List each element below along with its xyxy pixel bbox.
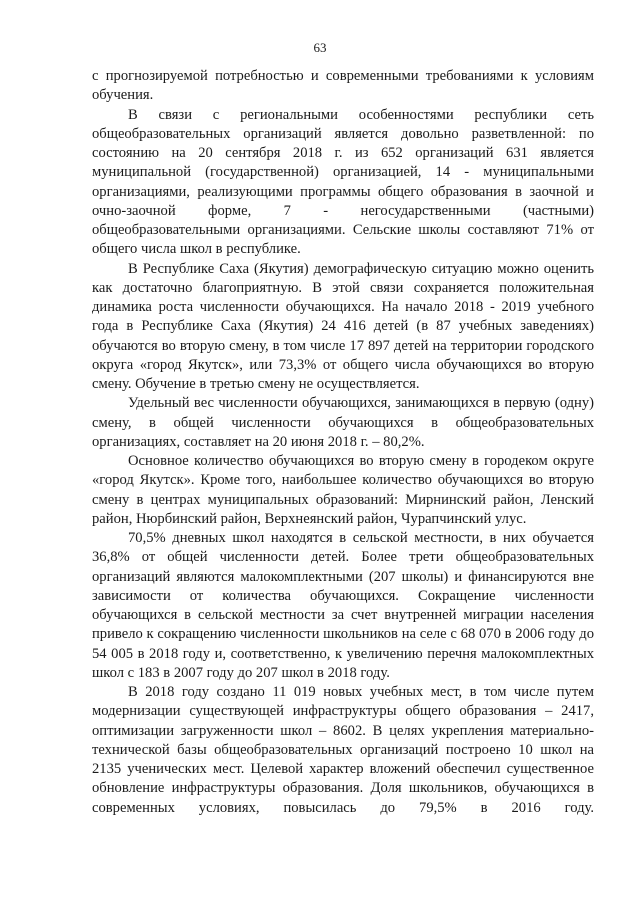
paragraph-2: В связи с региональными особенностями республики сеть общеобразовательных организаций является довольно разветвленной: по состоянию на 20 сентября 2018 г. из 652 организаций 631 является муниципальной (государственной) организацией, 14 - муниципальными организациями, реализующими программы общего образования в заочной и очно-заочной форме, 7 - негосударственными (частными) общеобразовательными организациями. Сельские школы составляют 71% от общего числа школ в республике. [92,106,594,258]
paragraph-6: 70,5% дневных школ находятся в сельской местности, в них обучается 36,8% от общей численности детей. Более трети общеобразовательных организаций являются малокомплектными (207 школы) и финансируются вне зависимости от количества обучающихся. Сокращение численности обучающихся в сельской местности за счет внутренней миграции населения привело к сокращению численности школьников на селе с 68 070 в 2006 году до 54 005 в 2018 году и, соответственно, к увеличению перечня малокомплектных школ с 183 в 2007 году до 207 школ в 2018 году. [92,530,594,681]
page-number: 63 [313,40,327,55]
paragraph-1: с прогнозируемой потребностью и современными требованиями к условиям обучения. [92,68,594,104]
paragraph-5: Основное количество обучающихся во вторую смену в городеком округе «город Якутск». Кроме того, наибольшее количество обучающихся во вторую смену в центрах муниципальных образований: Мирнинский район, Ленский район, Нюрбинский район, Верхнеянский район, Чурапчинский улус. [92,453,594,527]
document-body [92,67,594,818]
paragraph-4: Удельный вес численности обучающихся, занимающихся в первую (одну) смену, в общей численности обучающихся в общеобразовательных организациях, составляет на 20 июня 2018 г. – 80,2%. [92,395,594,450]
paragraph-7: В 2018 году создано 11 019 новых учебных мест, в том числе путем модернизации существующей инфраструктуры общего образования – 2417, оптимизации загруженности школ – 8602. В целях укрепления материально-технической базы общеобразовательных организаций построено 10 школ на 2135 ученических мест. Целевой характер вложений обеспечил существенное обновление инфраструктуры образования. Доля школьников, обучающихся в современных условиях, повысилась до 79,5% в 2016 году. [92,684,594,816]
paragraph-3: В Республике Саха (Якутия) демографическую ситуацию можно оценить как достаточно благоприятную. В этой связи сохраняется положительная динамика роста численности обучающихся. На начало 2018 - 2019 учебного года в Республике Саха (Якутия) 24 416 детей (в 87 учебных заведениях) обучаются во вторую смену, в том числе 17 897 детей на территории городского округа «город Якутск», или 73,3% от общего числа обучающихся во вторую смену. Обучение в третью смену не осуществляется. [92,260,594,392]
